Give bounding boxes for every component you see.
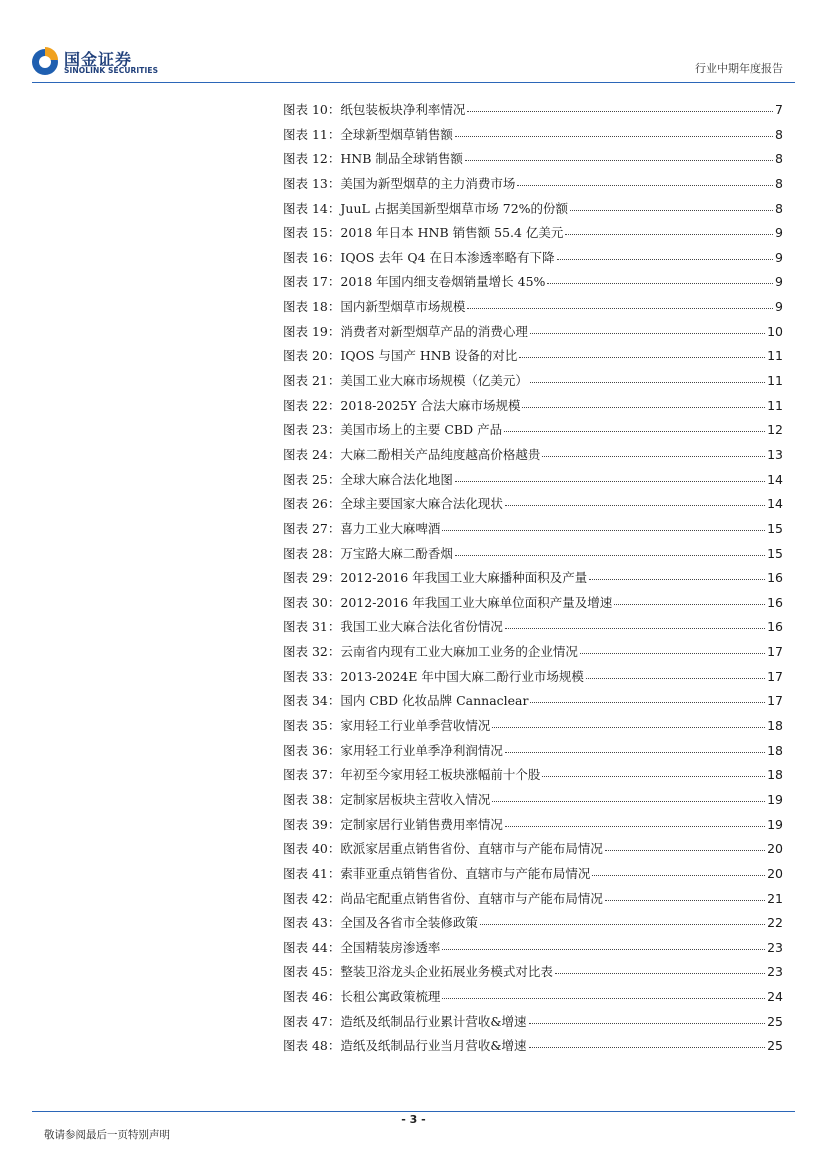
- disclaimer: 敬请参阅最后一页特别声明: [44, 1129, 170, 1141]
- toc-entry[interactable]: [283, 371, 783, 396]
- toc-leader-dots: [530, 382, 765, 383]
- toc-entry-title: 云南省内现有工业大麻加工业务的企业情况: [340, 644, 578, 660]
- toc-entry-title: 2018-2025Y 合法大麻市场规模: [340, 397, 521, 413]
- toc-entry-title: 索菲亚重点销售省份、直辖市与产能布局情况: [340, 865, 591, 881]
- toc-entry-page: 12: [767, 422, 783, 438]
- toc-entry-page: 21: [767, 890, 783, 906]
- toc-entry[interactable]: [283, 1036, 783, 1061]
- toc-leader-dots: [505, 826, 765, 827]
- toc-entry-page: 8: [775, 175, 783, 191]
- toc-entry-title: 全球大麻合法化地图: [340, 471, 453, 487]
- toc-leader-dots: [565, 234, 773, 235]
- toc-leader-dots: [492, 801, 765, 802]
- toc-entry-title: 美国市场上的主要 CBD 产品: [340, 422, 503, 438]
- toc-entry-title: 2012-2016 年我国工业大麻播种面积及产量: [340, 570, 588, 586]
- toc-entry[interactable]: [283, 593, 783, 618]
- toc-entry-label: 图表 16：: [283, 249, 341, 265]
- toc-leader-dots: [455, 555, 765, 556]
- toc-entry-title: 国内新型烟草市场规模: [340, 299, 466, 315]
- toc-entry-label: 图表 34：: [283, 693, 341, 709]
- toc-entry[interactable]: [283, 913, 783, 938]
- toc-entry-page: 20: [767, 841, 783, 857]
- toc-entry[interactable]: [283, 667, 783, 692]
- toc-entry-title: 全国及各省市全装修政策: [340, 915, 478, 931]
- toc-entry-page: 15: [767, 520, 783, 536]
- toc-entry[interactable]: [283, 1012, 783, 1037]
- toc-entry[interactable]: [283, 962, 783, 987]
- toc-leader-dots: [557, 259, 774, 260]
- toc-leader-dots: [467, 111, 773, 112]
- toc-entry-page: 18: [767, 767, 783, 783]
- toc-entry-page: 24: [767, 989, 783, 1005]
- toc-entry[interactable]: [283, 420, 783, 445]
- toc-leader-dots: [570, 210, 773, 211]
- toc-entry[interactable]: [283, 864, 783, 889]
- toc-entry[interactable]: [283, 223, 783, 248]
- toc-leader-dots: [605, 850, 765, 851]
- toc-entry-page: 18: [767, 718, 783, 734]
- toc-entry-page: 8: [775, 200, 783, 216]
- toc-leader-dots: [442, 949, 765, 950]
- toc-entry-label: 图表 45：: [283, 964, 341, 980]
- toc-entry-label: 图表 15：: [283, 225, 341, 241]
- toc-entry-page: 11: [767, 348, 783, 364]
- toc-entry-page: 16: [767, 619, 783, 635]
- toc-entry-page: 19: [767, 791, 783, 807]
- toc-entry-title: 造纸及纸制品行业当月营收&增速: [340, 1038, 527, 1054]
- toc-entry[interactable]: [283, 272, 783, 297]
- toc-entry-title: IQOS 与国产 HNB 设备的对比: [340, 348, 518, 364]
- toc-entry-page: 14: [767, 496, 783, 512]
- toc-entry[interactable]: [283, 839, 783, 864]
- toc-entry-page: 7: [775, 102, 783, 117]
- toc-entry-label: 图表 29：: [283, 570, 341, 586]
- toc-entry-title: 定制家居板块主营收入情况: [340, 791, 491, 807]
- toc-entry-title: 全球新型烟草销售额: [340, 126, 453, 142]
- toc-leader-dots: [467, 308, 773, 309]
- toc-leader-dots: [492, 727, 765, 728]
- toc-entry[interactable]: [283, 346, 783, 371]
- toc-leader-dots: [555, 973, 765, 974]
- toc-entry[interactable]: [283, 765, 783, 790]
- toc-entry-label: 图表 26：: [283, 496, 341, 512]
- toc-entry-page: 17: [767, 668, 783, 684]
- toc-entry-label: 图表 33：: [283, 668, 341, 684]
- toc-entry-label: 图表 11：: [283, 126, 341, 142]
- toc-entry[interactable]: [283, 297, 783, 322]
- toc-entry-label: 图表 27：: [283, 520, 341, 536]
- page-number: - 3 -: [401, 1113, 426, 1126]
- toc-entry-page: 16: [767, 570, 783, 586]
- toc-entry[interactable]: [283, 987, 783, 1012]
- toc-entry-page: 20: [767, 865, 783, 881]
- toc-entry[interactable]: [283, 248, 783, 273]
- toc-entry[interactable]: [283, 938, 783, 963]
- toc-leader-dots: [505, 752, 765, 753]
- toc-leader-dots: [522, 407, 765, 408]
- toc-entry-title: 家用轻工行业单季营收情况: [340, 718, 491, 734]
- toc-entry[interactable]: [283, 100, 783, 125]
- toc-entry-title: 美国为新型烟草的主力消费市场: [340, 175, 516, 191]
- toc-entry-page: 9: [775, 225, 783, 241]
- toc-leader-dots: [442, 530, 765, 531]
- toc-entry[interactable]: [283, 174, 783, 199]
- toc-entry[interactable]: [283, 741, 783, 766]
- logo-english-name: SINOLINK SECURITIES: [64, 66, 159, 75]
- toc-entry-label: 图表 24：: [283, 446, 341, 462]
- toc-entry[interactable]: [283, 470, 783, 495]
- toc-entry-title: 全球主要国家大麻合法化现状: [340, 496, 503, 512]
- toc-leader-dots: [530, 702, 765, 703]
- toc-entry-label: 图表 36：: [283, 742, 341, 758]
- toc-leader-dots: [542, 776, 765, 777]
- toc-entry-label: 图表 42：: [283, 890, 341, 906]
- toc-entry-title: 大麻二酚相关产品纯度越高价格越贵: [340, 446, 541, 462]
- toc-leader-dots: [480, 924, 765, 925]
- toc-entry[interactable]: [283, 568, 783, 593]
- toc-leader-dots: [519, 357, 765, 358]
- toc-entry-label: 图表 30：: [283, 594, 341, 610]
- toc-entry[interactable]: [283, 519, 783, 544]
- toc-entry-label: 图表 48：: [283, 1038, 341, 1054]
- toc-leader-dots: [505, 505, 765, 506]
- toc-entry-label: 图表 21：: [283, 373, 341, 389]
- toc-entry-page: 11: [767, 373, 783, 389]
- toc-entry[interactable]: [283, 716, 783, 741]
- toc-leader-dots: [589, 579, 765, 580]
- toc-entry-page: 23: [767, 964, 783, 980]
- toc-entry-title: 全国精装房渗透率: [340, 939, 441, 955]
- toc-leader-dots: [465, 160, 773, 161]
- toc-entry-title: IQOS 去年 Q4 在日本渗透率略有下降: [340, 249, 555, 265]
- toc-entry-label: 图表 44：: [283, 939, 341, 955]
- toc-entry-page: 9: [775, 299, 783, 315]
- toc-entry-page: 15: [767, 545, 783, 561]
- toc-entry-label: 图表 38：: [283, 791, 341, 807]
- toc-entry[interactable]: [283, 494, 783, 519]
- logo-mark-icon: [32, 49, 58, 75]
- toc-entry[interactable]: [283, 815, 783, 840]
- toc-entry-page: 13: [767, 446, 783, 462]
- toc-entry-label: 图表 18：: [283, 299, 341, 315]
- toc-leader-dots: [529, 1023, 766, 1024]
- toc-entry-page: 17: [767, 644, 783, 660]
- toc-entry-title: 美国工业大麻市场规模（亿美元）: [340, 373, 528, 389]
- toc-entry-title: 万宝路大麻二酚香烟: [340, 545, 453, 561]
- toc-entry[interactable]: [283, 889, 783, 914]
- toc-entry-title: 2018 年日本 HNB 销售额 55.4 亿美元: [340, 225, 564, 241]
- toc-entry-label: 图表 47：: [283, 1013, 341, 1029]
- toc-entry-page: 17: [767, 693, 783, 709]
- header-divider: [32, 82, 795, 83]
- toc-entry-title: 消费者对新型烟草产品的消费心理: [340, 323, 528, 339]
- toc-entry[interactable]: [283, 445, 783, 470]
- toc-entry-page: 8: [775, 126, 783, 142]
- toc-entry-title: 2012-2016 年我国工业大麻单位面积产量及增速: [340, 594, 613, 610]
- toc-entry-label: 图表 20：: [283, 348, 341, 364]
- toc-entry[interactable]: [283, 149, 783, 174]
- toc-entry-label: 图表 17：: [283, 274, 341, 290]
- toc-entry-page: 23: [767, 939, 783, 955]
- toc-entry-page: 14: [767, 471, 783, 487]
- company-logo: [32, 47, 162, 79]
- toc-entry[interactable]: [283, 790, 783, 815]
- toc-entry-label: 图表 12：: [283, 151, 341, 167]
- toc-entry-label: 图表 32：: [283, 644, 341, 660]
- toc-entry-label: 图表 22：: [283, 397, 341, 413]
- toc-leader-dots: [442, 998, 765, 999]
- toc-entry-page: 22: [767, 915, 783, 931]
- toc-entry-label: 图表 40：: [283, 841, 341, 857]
- toc-entry-label: 图表 23：: [283, 422, 341, 438]
- table-of-figures: [283, 100, 783, 1061]
- toc-entry-label: 图表 19：: [283, 323, 341, 339]
- toc-entry-page: 11: [767, 397, 783, 413]
- toc-entry[interactable]: [283, 396, 783, 421]
- toc-entry-title: HNB 制品全球销售额: [340, 151, 463, 167]
- toc-entry-label: 图表 39：: [283, 816, 341, 832]
- toc-entry-label: 图表 14：: [283, 200, 341, 216]
- toc-entry-page: 9: [775, 249, 783, 265]
- toc-entry-label: 图表 13：: [283, 175, 341, 191]
- toc-leader-dots: [504, 431, 765, 432]
- toc-entry-label: 图表 25：: [283, 471, 341, 487]
- toc-entry[interactable]: [283, 617, 783, 642]
- toc-entry-page: 25: [767, 1038, 783, 1054]
- toc-entry-title: 国内 CBD 化妆品牌 Cannaclear: [340, 693, 529, 709]
- toc-leader-dots: [505, 628, 765, 629]
- toc-leader-dots: [530, 333, 765, 334]
- toc-entry[interactable]: [283, 125, 783, 150]
- toc-leader-dots: [592, 875, 765, 876]
- toc-leader-dots: [580, 653, 765, 654]
- toc-entry[interactable]: [283, 199, 783, 224]
- toc-entry-title: 长租公寓政策梳理: [340, 989, 441, 1005]
- toc-leader-dots: [529, 1047, 766, 1048]
- toc-entry-label: 图表 35：: [283, 718, 341, 734]
- toc-leader-dots: [586, 678, 765, 679]
- toc-entry-title: 定制家居行业销售费用率情况: [340, 816, 503, 832]
- toc-entry-page: 16: [767, 594, 783, 610]
- toc-entry-title: 我国工业大麻合法化省份情况: [340, 619, 503, 635]
- toc-entry-title: 家用轻工行业单季净利润情况: [340, 742, 503, 758]
- toc-leader-dots: [455, 136, 773, 137]
- toc-entry-label: 图表 37：: [283, 767, 341, 783]
- toc-entry-label: 图表 28：: [283, 545, 341, 561]
- toc-leader-dots: [614, 604, 765, 605]
- toc-entry-title: JuuL 占据美国新型烟草市场 72%的份额: [340, 200, 569, 216]
- toc-entry-page: 10: [767, 323, 783, 339]
- footer-divider: [32, 1111, 795, 1112]
- toc-entry-page: 19: [767, 816, 783, 832]
- toc-entry[interactable]: [283, 544, 783, 569]
- toc-entry-title: 造纸及纸制品行业累计营收&增速: [340, 1013, 527, 1029]
- toc-entry-title: 尚品宅配重点销售省份、直辖市与产能布局情况: [340, 890, 603, 906]
- logo-chinese-name: 国金证券: [64, 50, 133, 69]
- toc-entry-label: 图表 31：: [283, 619, 341, 635]
- toc-entry-title: 欧派家居重点销售省份、直辖市与产能布局情况: [340, 841, 603, 857]
- toc-leader-dots: [517, 185, 773, 186]
- toc-entry-title: 喜力工业大麻啤酒: [340, 520, 441, 536]
- toc-entry-label: 图表 10：: [283, 102, 341, 117]
- toc-entry-page: 9: [775, 274, 783, 290]
- toc-entry-title: 整装卫浴龙头企业拓展业务模式对比表: [340, 964, 553, 980]
- toc-entry-page: 25: [767, 1013, 783, 1029]
- report-type: 行业中期年度报告: [695, 62, 783, 75]
- toc-entry-label: 图表 43：: [283, 915, 341, 931]
- toc-entry-label: 图表 46：: [283, 989, 341, 1005]
- toc-entry-title: 2013-2024E 年中国大麻二酚行业市场规模: [340, 668, 584, 684]
- toc-leader-dots: [542, 456, 765, 457]
- toc-entry[interactable]: [283, 691, 783, 716]
- toc-leader-dots: [547, 283, 773, 284]
- toc-entry-title: 年初至今家用轻工板块涨幅前十个股: [340, 767, 541, 783]
- toc-entry[interactable]: [283, 642, 783, 667]
- toc-entry-label: 图表 41：: [283, 865, 341, 881]
- toc-leader-dots: [455, 481, 765, 482]
- toc-entry-title: 2018 年国内细支卷烟销量增长 45%: [340, 274, 546, 290]
- page-header: [0, 0, 827, 84]
- toc-entry[interactable]: [283, 322, 783, 347]
- toc-leader-dots: [605, 900, 765, 901]
- toc-entry-page: 8: [775, 151, 783, 167]
- toc-entry-title: 纸包装板块净利率情况: [340, 102, 466, 117]
- toc-entry-page: 18: [767, 742, 783, 758]
